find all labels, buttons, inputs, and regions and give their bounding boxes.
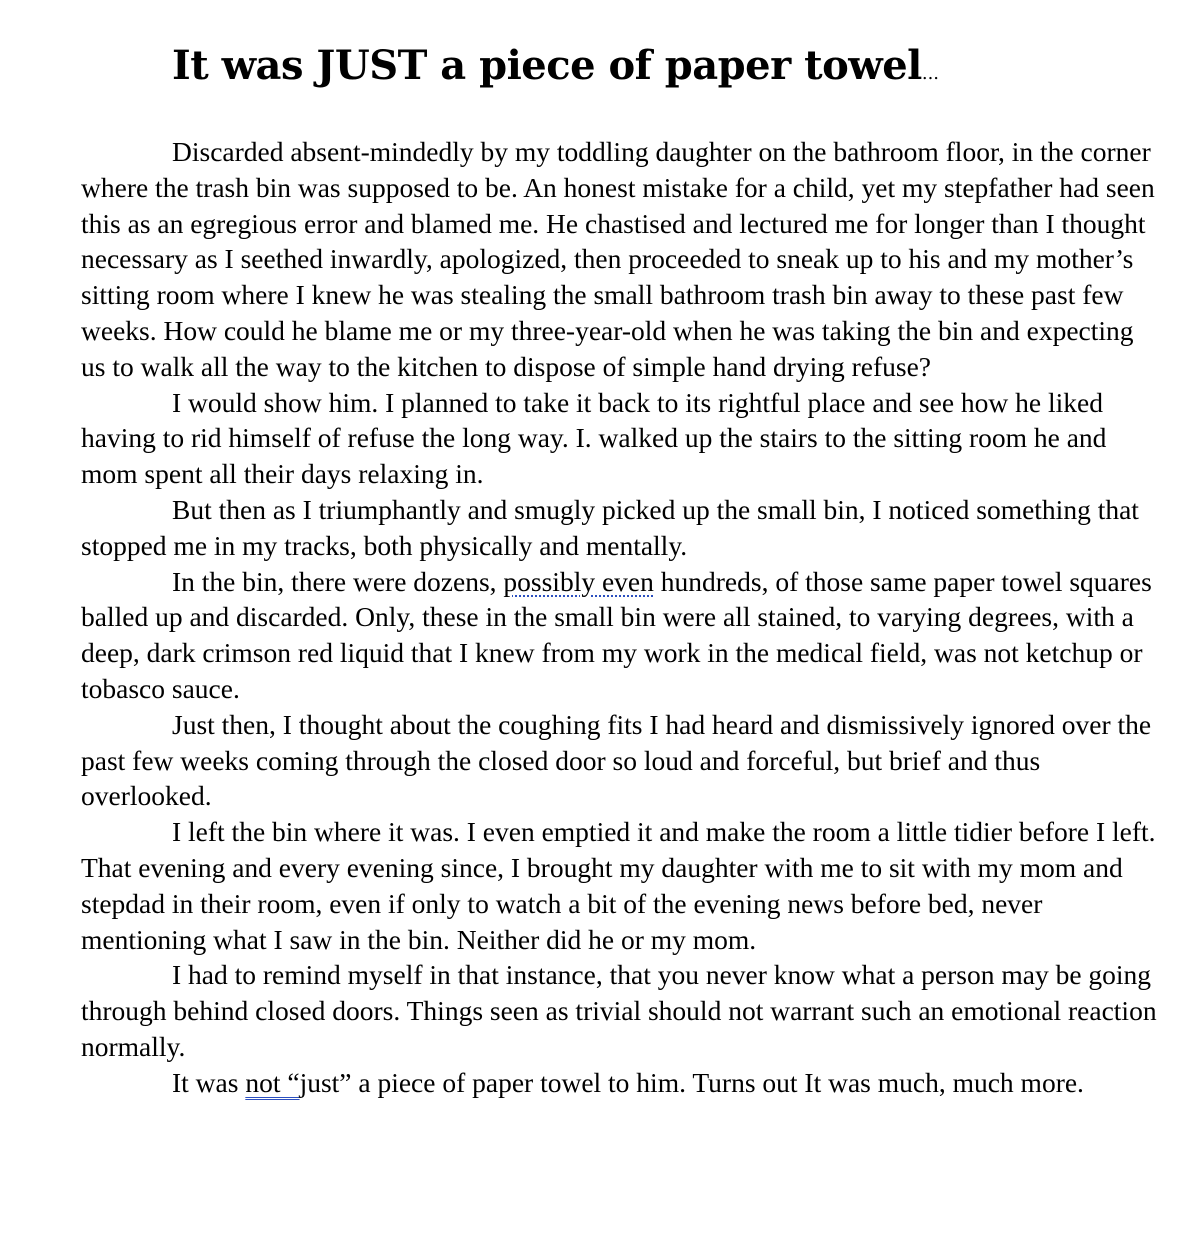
paragraph-8 — [81, 1065, 1161, 1101]
paragraph-3: But then as I triumphantly and smugly picked up the small bin, I noticed something that stopped me in my tracks, both physically and mentally. — [81, 493, 1139, 561]
paragraph-1: Discarded absent-mindedly by my toddling daughter on the bathroom floor, in the corner where the trash bin was supposed to be. An honest mistake for a child, yet my stepfather had seen this as an egregious error and blamed me. He chastised and lectured me for longer than I thought necessary as I seethed inwardly, apologized, then proceeded to sneak up to his and my mother’s sitting room where I knew he was stealing the small bathroom trash bin away to these past few weeks. How could he blame me or my three-year-old when he was taking the bin and expecting us to walk all the way to the kitchen to dispose of simple hand drying refuse? — [81, 136, 1155, 382]
paragraph-4 — [81, 564, 1161, 707]
spacing-flagged-phrase[interactable]: not “ — [245, 1066, 300, 1098]
document-title-text: It was JUST a piece of paper towel — [172, 42, 922, 89]
paragraph-7: I had to remind myself in that instance, that you never know what a person may be going through behind closed doors. Things seen as trivial should not warrant such an emotional reaction normally. — [81, 959, 1157, 1062]
paragraph-5: Just then, I thought about the coughing fits I had heard and dismissively ignored over the past few weeks coming through the closed door so loud and forceful, but brief and thus overlooked. — [81, 708, 1152, 812]
paragraph-8-before: It was — [172, 1066, 246, 1098]
grammar-flagged-phrase[interactable]: possibly even — [503, 565, 654, 597]
document-title — [172, 38, 939, 102]
document-body — [81, 134, 1161, 1101]
paragraph-2: I would show him. I planned to take it back to its rightful place and see how he liked having to rid himself of refuse the long way. I. walked up the stairs to the sitting room he and mom spent all their days relaxing in. — [81, 386, 1107, 490]
paragraph-8-after: just” a piece of paper towel to him. Turns out It was much, much more. — [299, 1066, 1084, 1098]
title-ellipsis: ... — [921, 63, 940, 84]
paragraph-4-before: In the bin, there were dozens, — [172, 565, 504, 597]
paragraph-6: I left the bin where it was. I even emptied it and make the room a little tidier before I left. That evening and every evening since, I brought my daughter with me to sit with my mom and stepdad in their room, even if only to watch a bit of the evening news before bed, never mentioning what I saw in the bin. Neither did he or my mom. — [81, 816, 1156, 955]
paragraph-4-after: hundreds, of those same paper towel squares balled up and discarded. Only, these in the small bin were all stained, to varying degrees, with a deep, dark crimson red liquid that I knew from my work in the medical field, was not ketchup or tobasco sauce. — [81, 565, 1152, 704]
